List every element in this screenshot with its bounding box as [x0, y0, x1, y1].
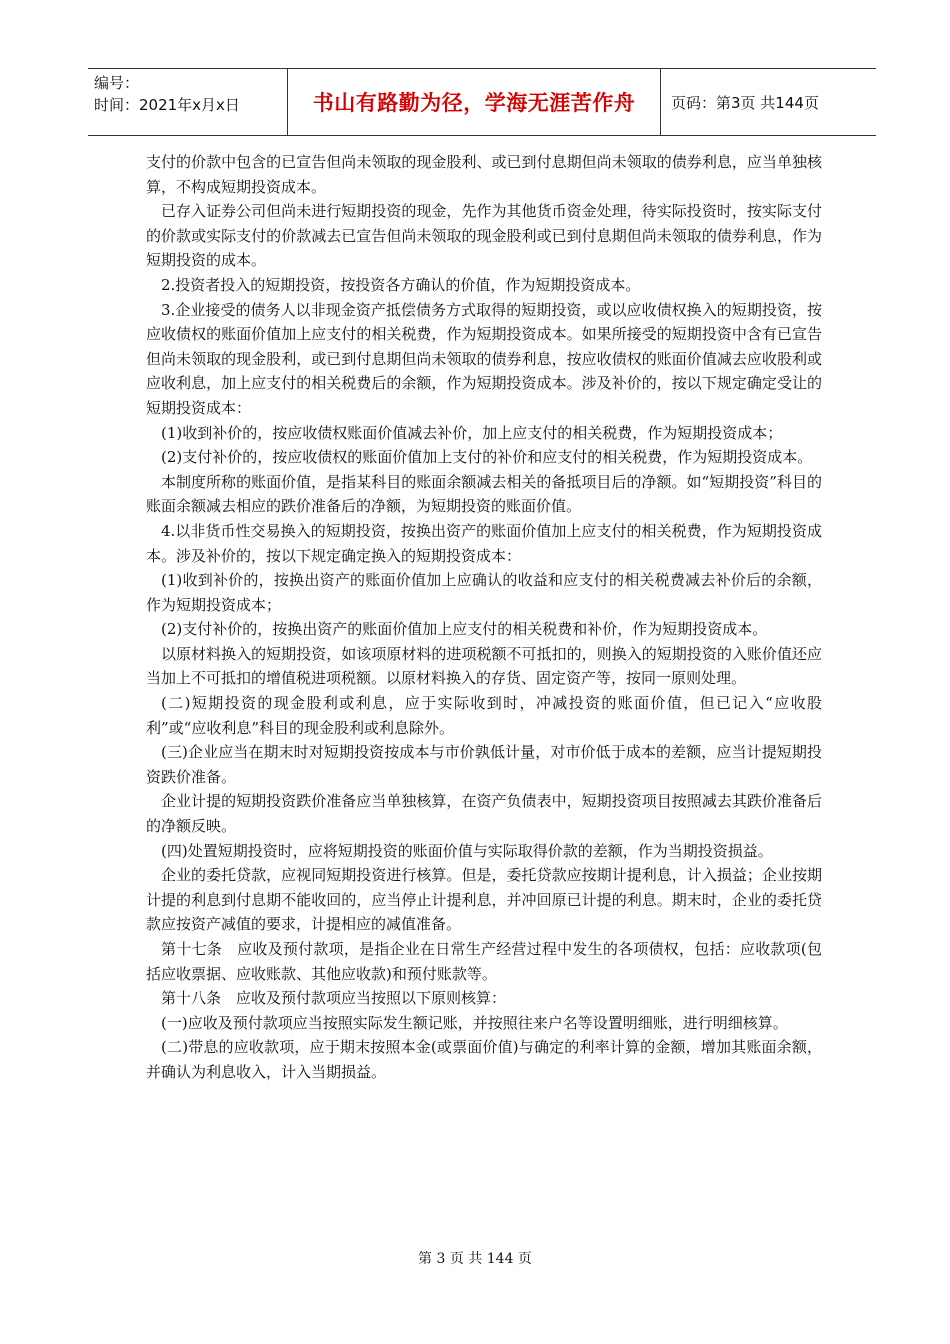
paragraph: 已存入证券公司但尚未进行短期投资的现金，先作为其他货币资金处理，待实际投资时，按实际支付的价款或实际支付的价款减去已宣告但尚未领取的现金股利或已到付息期但尚未领取的债券利息，作为短期投资的成本。: [146, 202, 822, 270]
document-body: [146, 150, 822, 1085]
paragraph: 2.投资者投入的短期投资，按投资各方确认的价值，作为短期投资成本。: [161, 275, 641, 294]
page-footer: 第 3 页 共 144 页: [418, 1251, 532, 1267]
paragraph: (2)支付补价的，按应收债权的账面价值加上支付的补价和应支付的相关税费，作为短期投资成本。: [161, 448, 813, 467]
paragraph: 企业计提的短期投资跌价准备应当单独核算，在资产负债表中，短期投资项目按照减去其跌价准备后的净额反映。: [146, 792, 822, 836]
header-meta: [88, 69, 288, 135]
document-time: 时间：2021年x月x日: [94, 96, 240, 114]
paragraph: 支付的价款中包含的已宣告但尚未领取的现金股利、或已到付息期但尚未领取的债券利息，应当单独核算，不构成短期投资成本。: [146, 153, 822, 196]
header-motto: 书山有路勤为径，学海无涯苦作舟: [288, 69, 661, 135]
paragraph: 第十七条 应收及预付款项，是指企业在日常生产经营过程中发生的各项债权，包括：应收款项(包括应收票据、应收账款、其他应收款)和预付账款等。: [146, 940, 822, 983]
paragraph: 企业的委托贷款，应视同短期投资进行核算。但是，委托贷款应按期计提利息，计入损益；企业按期计提的利息到付息期不能收回的，应当停止计提利息，并冲回原已计提的利息。期末时，企业的委托贷款应按资产减值的要求，计提相应的减值准备。: [146, 866, 822, 934]
paragraph: (2)支付补价的，按换出资产的账面价值加上应支付的相关税费和补价，作为短期投资成本。: [161, 620, 768, 639]
paragraph: 4.以非货币性交易换入的短期投资，按换出资产的账面价值加上应支付的相关税费，作为短期投资成本。涉及补价的，按以下规定确定换入的短期投资成本：: [146, 521, 822, 565]
paragraph: 3.企业接受的债务人以非现金资产抵偿债务方式取得的短期投资，或以应收债权换入的短期投资，按应收债权的账面价值加上应支付的相关税费，作为短期投资成本。如果所接受的短期投资中含有已宣告但尚未领取的现金股利，或已到付息期但尚未领取的债券利息，按应收债权的账面价值减去应收股利或应收利息，加上应支付的相关税费后的余额，作为短期投资成本。涉及补价的，按以下规定确定受让的短期投资成本：: [146, 300, 822, 417]
document-number: 编号：: [94, 74, 140, 92]
paragraph: 以原材料换入的短期投资，如该项原材料的进项税额不可抵扣的，则换入的短期投资的入账价值还应当加上不可抵扣的增值税进项税额。以原材料换入的存货、固定资产等，按同一原则处理。: [146, 644, 822, 688]
paragraph: 本制度所称的账面价值，是指某科目的账面余额减去相关的备抵项目后的净额。如“短期投资”科目的账面余额减去相应的跌价准备后的净额，为短期投资的账面价值。: [146, 472, 822, 516]
paragraph: (1)收到补价的，按应收债权账面价值减去补价，加上应支付的相关税费，作为短期投资成本；: [161, 423, 783, 442]
header-page-info: 页码：第3页 共144页: [671, 93, 819, 112]
paragraph: 第十八条 应收及预付款项应当按照以下原则核算：: [161, 989, 507, 1008]
paragraph: (二)带息的应收款项，应于期末按照本金(或票面价值)与确定的利率计算的金额，增加其账面余额，并确认为利息收入，计入当期损益。: [146, 1038, 822, 1081]
paragraph: (一)应收及预付款项应当按照实际发生额记账，并按照往来户名等设置明细账，进行明细核算。: [161, 1013, 788, 1032]
paragraph: (二)短期投资的现金股利或利息，应于实际收到时，冲减投资的账面价值，但已记入“应收股利”或“应收利息”科目的现金股利或利息除外。: [146, 694, 822, 737]
paragraph: (三)企业应当在期末时对短期投资按成本与市价孰低计量，对市价低于成本的差额，应当计提短期投资跌价准备。: [146, 743, 822, 786]
paragraph: (1)收到补价的，按换出资产的账面价值加上应确认的收益和应支付的相关税费减去补价后的余额，作为短期投资成本；: [146, 571, 822, 614]
paragraph: (四)处置短期投资时，应将短期投资的账面价值与实际取得价款的差额，作为当期投资损益。: [161, 841, 773, 860]
page-header: [88, 68, 876, 136]
